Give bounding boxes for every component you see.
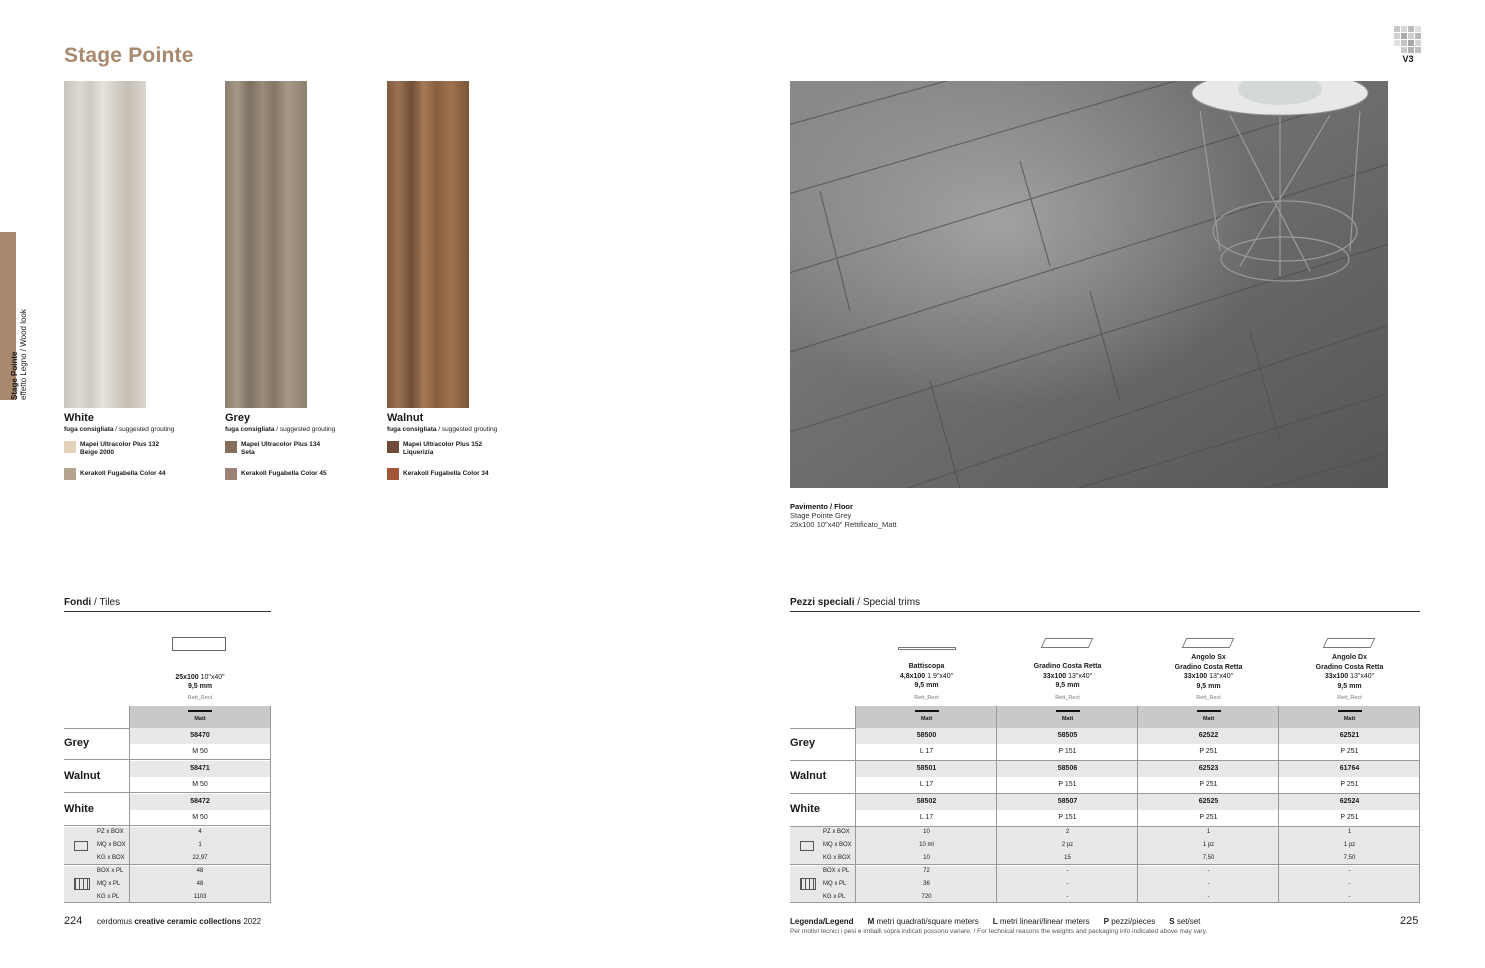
trim-skirting-icon — [898, 647, 956, 650]
pallet-info — [64, 866, 271, 903]
trims-table — [790, 630, 1420, 902]
box-value: 10 — [923, 829, 930, 835]
row-name: Walnut — [64, 770, 101, 782]
table-row — [64, 794, 271, 826]
product-code: 58471 — [129, 761, 271, 777]
side-tab-label — [10, 309, 28, 400]
surface-label: Matt — [194, 716, 206, 722]
legend-item: S set/set — [1169, 917, 1201, 926]
swatch-image-grey — [225, 81, 307, 408]
grout-color-chip — [387, 468, 399, 480]
product-code: 58500 — [856, 728, 997, 744]
column-divider — [996, 706, 997, 903]
pallet-value: - — [1066, 881, 1069, 887]
pallet-value: 48 — [196, 868, 204, 874]
surface-header — [1138, 706, 1279, 728]
grout-color-chip — [64, 468, 76, 480]
pallet-label: KG x PL — [823, 894, 846, 900]
pallet-label: BOX x PL — [823, 868, 850, 874]
box-label: KG x BOX — [823, 855, 851, 861]
trim-finish: Rett_Rect — [1337, 695, 1362, 701]
product-code: 58506 — [997, 761, 1138, 777]
row-name: White — [790, 803, 820, 815]
surface-label: Matt — [920, 716, 933, 722]
grout-option — [225, 441, 320, 457]
pallet-value: - — [1066, 894, 1069, 900]
box-value: 1 — [198, 842, 202, 848]
packaging-unit: P 151 — [1058, 748, 1077, 755]
footer-brand: cerdomus creative ceramic collections 2022 — [97, 917, 262, 926]
box-value: 7,50 — [1343, 855, 1356, 861]
packaging-unit: P 251 — [1199, 781, 1218, 788]
brand-logo — [1394, 26, 1424, 64]
grout-color-chip — [387, 441, 399, 453]
legend-note: Per motivi tecnici i pesi e imballi sopra indicati possono variare. / For technical reasons the weights and packaging info indicated above may vary. — [790, 928, 1208, 935]
swatch-name: Walnut — [387, 412, 424, 424]
grout-option — [64, 441, 159, 457]
surface-header — [856, 706, 997, 728]
box-value: 10 ml — [919, 842, 934, 848]
product-code: 61764 — [1279, 761, 1420, 777]
box-value: 2 — [1065, 829, 1070, 835]
pallet-value: - — [1207, 868, 1210, 874]
trim-column-header: Angolo Sx Gradino Costa Retta 33x100 13"x40" 9,5 mm — [1174, 654, 1243, 690]
grout-label: Mapei Ultracolor Plus 152 Liquerizia — [403, 441, 483, 456]
column-divider — [855, 706, 856, 903]
packaging-unit: M 50 — [192, 814, 208, 821]
table-row — [64, 761, 271, 793]
table-row — [64, 728, 271, 760]
pallet-label: KG x PL — [97, 894, 120, 900]
trim-column-header: Battiscopa 4,8x100 1.9"x40" 9,5 mm — [899, 663, 954, 689]
packaging-unit: P 151 — [1058, 781, 1077, 788]
box-icon — [74, 841, 88, 851]
pallet-value: - — [1348, 868, 1351, 874]
pallet-value: - — [1207, 881, 1210, 887]
photo-caption-product: Stage Pointe Grey — [790, 511, 852, 520]
packaging-unit: L 17 — [919, 781, 934, 788]
box-value: 1 — [1206, 829, 1211, 835]
packaging-unit: P 251 — [1340, 748, 1359, 755]
box-label: PZ x BOX — [97, 829, 124, 835]
pallet-value: - — [1207, 894, 1210, 900]
trim-finish: Rett_Rect — [1196, 695, 1221, 701]
legend-item: M metri quadrati/square meters — [867, 917, 979, 926]
column-divider — [1278, 706, 1279, 903]
packaging-unit: M 50 — [192, 748, 208, 755]
trim-step-icon — [1182, 638, 1235, 648]
surface-label: Matt — [1061, 716, 1074, 722]
box-label: KG x BOX — [97, 855, 125, 861]
trim-step-icon — [1041, 638, 1094, 648]
box-value: 4 — [198, 829, 202, 835]
surface-header — [997, 706, 1138, 728]
box-value: 2 pz — [1061, 842, 1074, 848]
product-code: 58501 — [856, 761, 997, 777]
packaging-unit: L 17 — [919, 814, 934, 821]
product-code: 62524 — [1279, 794, 1420, 810]
product-code: 62522 — [1138, 728, 1279, 744]
box-value: 10 — [923, 855, 930, 861]
grout-color-chip — [225, 441, 237, 453]
grout-option — [225, 468, 327, 480]
box-value: 7,50 — [1202, 855, 1215, 861]
row-name: Walnut — [790, 770, 827, 782]
pallet-icon — [800, 878, 816, 890]
matt-icon — [1056, 710, 1080, 712]
box-value: 15 — [1064, 855, 1071, 861]
product-code: 58470 — [129, 728, 271, 744]
trim-column-header: Angolo Dx Gradino Costa Retta 33x100 13"x40" 9,5 mm — [1315, 654, 1384, 690]
side-tab-subtitle: effetto Legno / Wood look — [19, 309, 28, 400]
pallet-label: BOX x PL — [97, 868, 124, 874]
photo-caption-spec: 25x100 10"x40" Rettificato_Matt — [790, 520, 897, 529]
grout-color-chip — [225, 468, 237, 480]
pallet-icon — [74, 878, 90, 890]
pallet-value: 720 — [921, 894, 932, 900]
trim-finish: Rett_Rect — [1055, 695, 1080, 701]
surface-label: Matt — [1202, 716, 1215, 722]
packaging-unit: P 251 — [1340, 781, 1359, 788]
packaging-unit: P 251 — [1199, 814, 1218, 821]
page-number-right: 225 — [1400, 915, 1419, 927]
product-code: 62525 — [1138, 794, 1279, 810]
product-code: 62523 — [1138, 761, 1279, 777]
pallet-value: 72 — [923, 868, 930, 874]
floor-photo-illustration — [790, 81, 1388, 488]
packaging-unit: P 251 — [1199, 748, 1218, 755]
pallet-value: - — [1348, 881, 1351, 887]
logo-mosaic-icon — [1394, 26, 1424, 53]
pallet-value: 48 — [196, 881, 204, 887]
swatch-name: Grey — [225, 412, 251, 424]
column-divider — [1419, 706, 1420, 903]
grout-option — [64, 468, 166, 480]
product-code: 58472 — [129, 794, 271, 810]
row-name: White — [64, 803, 94, 815]
swatch-image-white — [64, 81, 146, 408]
product-code: 58505 — [997, 728, 1138, 744]
product-code: 58507 — [997, 794, 1138, 810]
grout-label: Kerakoll Fugabella Color 45 — [241, 470, 327, 477]
packaging-unit: P 251 — [1340, 814, 1359, 821]
swatch-grout-caption: fuga consigliata / suggested grouting — [225, 426, 336, 433]
row-name: Grey — [790, 737, 816, 749]
grout-label: Kerakoll Fugabella Color 34 — [403, 470, 489, 477]
matt-icon — [1197, 710, 1221, 712]
swatch-name: White — [64, 412, 94, 424]
matt-icon — [915, 710, 939, 712]
tiles-section-header: Fondi / Tiles — [64, 597, 271, 612]
tiles-table — [64, 630, 271, 902]
product-code: 62521 — [1279, 728, 1420, 744]
pallet-value: 1103 — [193, 894, 207, 900]
box-icon — [800, 841, 814, 851]
legend — [790, 917, 1214, 926]
logo-label: V3 — [1402, 54, 1414, 64]
pallet-value: 36 — [923, 881, 930, 887]
trim-step-icon — [1323, 638, 1376, 648]
row-name: Grey — [64, 737, 90, 749]
legend-item: L metri lineari/linear meters — [992, 917, 1090, 926]
grout-label: Kerakoll Fugabella Color 44 — [80, 470, 166, 477]
grout-option — [387, 441, 482, 457]
box-info — [64, 827, 271, 865]
trims-section-header: Pezzi speciali / Special trims — [790, 597, 1420, 612]
packaging-unit: L 17 — [919, 748, 934, 755]
box-value: 1 pz — [1202, 842, 1215, 848]
swatch-grout-caption: fuga consigliata / suggested grouting — [387, 426, 498, 433]
trim-column-header: Gradino Costa Retta 33x100 13"x40" 9,5 mm — [1033, 663, 1102, 689]
swatch-grout-caption: fuga consigliata / suggested grouting — [64, 426, 175, 433]
swatch-image-walnut — [387, 81, 469, 408]
box-label: PZ x BOX — [823, 829, 850, 835]
matt-icon — [1338, 710, 1362, 712]
page-number-left: 224 — [64, 915, 83, 927]
pallet-label: MQ x PL — [97, 881, 121, 887]
packaging-unit: P 151 — [1058, 814, 1077, 821]
side-tab-title: Stage Pointe — [10, 351, 19, 400]
grout-option — [387, 468, 489, 480]
packaging-unit: M 50 — [192, 781, 208, 788]
matt-icon — [188, 710, 212, 712]
pallet-value: - — [1066, 868, 1069, 874]
tile-shape-icon — [172, 637, 226, 651]
column-divider — [1137, 706, 1138, 903]
legend-item: P pezzi/pieces — [1103, 917, 1156, 926]
product-code: 58502 — [856, 794, 997, 810]
tile-finish: Rett_Rect — [187, 695, 213, 701]
grout-label: Mapei Ultracolor Plus 132 Beige 2000 — [80, 441, 160, 456]
box-value: 1 — [1347, 829, 1352, 835]
surface-header — [1279, 706, 1420, 728]
photo-caption-title: Pavimento / Floor — [790, 502, 853, 511]
box-value: 1 pz — [1343, 842, 1356, 848]
page-title: Stage Pointe — [64, 44, 194, 67]
box-label: MQ x BOX — [97, 842, 126, 848]
box-value: 22,97 — [192, 855, 208, 861]
grout-color-chip — [64, 441, 76, 453]
box-label: MQ x BOX — [823, 842, 852, 848]
surface-header — [129, 706, 271, 728]
pallet-label: MQ x PL — [823, 881, 847, 887]
floor-photo — [790, 81, 1388, 488]
tile-size-spec: 25x100 10"x40" 9,5 mm — [175, 674, 225, 690]
surface-label: Matt — [1343, 716, 1356, 722]
grout-label: Mapei Ultracolor Plus 134 Seta — [241, 441, 321, 456]
pallet-value: - — [1348, 894, 1351, 900]
trim-finish: Rett_Rect — [914, 695, 939, 701]
legend-item: Legenda/Legend — [790, 917, 854, 926]
photo-caption — [790, 502, 897, 529]
